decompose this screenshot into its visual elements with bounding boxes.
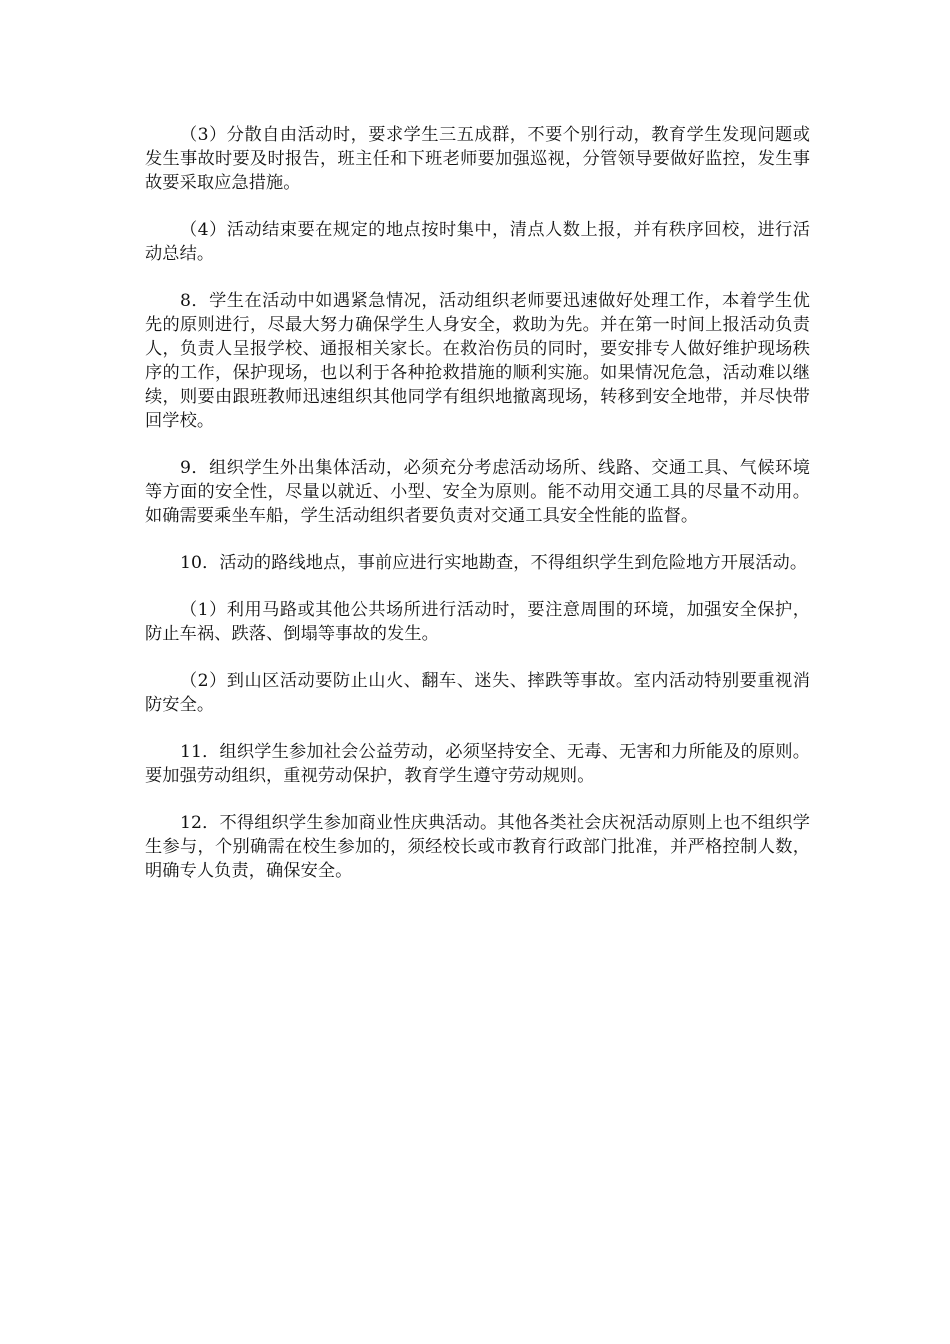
paragraph-10-1-public-places: （1）利用马路或其他公共场所进行活动时，要注意周围的环境，加强安全保护，防止车祸、跌落、倒塌等事故的发生。 (145, 600, 810, 644)
paragraph-12-commercial-events: 12．不得组织学生参加商业性庆典活动。其他各类社会庆祝活动原则上也不组织学生参与，个别确需在校生参加的，须经校长或市教育行政部门批准，并严格控制人数，明确专人负责，确保安全。 (145, 813, 810, 881)
paragraph-3-scatter-activity: （3）分散自由活动时，要求学生三五成群，不要个别行动，教育学生发现问题或发生事故时要及时报告，班主任和下班老师要加强巡视，分管领导要做好监控，发生事故要采取应急措施。 (145, 125, 810, 193)
paragraph-4-activity-end: （4）活动结束要在规定的地点按时集中，清点人数上报，并有秩序回校，进行活动总结。 (145, 220, 810, 264)
paragraph-10-route-survey: 10．活动的路线地点，事前应进行实地勘查，不得组织学生到危险地方开展活动。 (180, 553, 808, 573)
paragraph-9-outings: 9．组织学生外出集体活动，必须充分考虑活动场所、线路、交通工具、气候环境等方面的安全性，尽量以就近、小型、安全为原则。能不动用交通工具的尽量不动用。如确需要乘坐车船，学生活动组织者要负责对交通工具安全性能的监督。 (145, 458, 810, 526)
document-body (145, 123, 810, 906)
paragraph-11-public-labor: 11．组织学生参加社会公益劳动，必须坚持安全、无毒、无害和力所能及的原则。要加强劳动组织，重视劳动保护，教育学生遵守劳动规则。 (145, 742, 810, 786)
paragraph-10-2-mountain-areas: （2）到山区活动要防止山火、翻车、迷失、摔跌等事故。室内活动特别要重视消防安全。 (145, 671, 810, 715)
paragraph-8-emergency: 8．学生在活动中如遇紧急情况，活动组织老师要迅速做好处理工作，本着学生优先的原则进行，尽最大努力确保学生人身安全，救助为先。并在第一时间上报活动负责人，负责人呈报学校、通报相关家长。在救治伤员的同时，要安排专人做好维护现场秩序的工作，保护现场，也以利于各种抢救措施的顺利实施。如果情况危急，活动难以继续，则要由跟班教师迅速组织其他同学有组织地撤离现场，转移到安全地带，并尽快带回学校。 (145, 291, 810, 431)
